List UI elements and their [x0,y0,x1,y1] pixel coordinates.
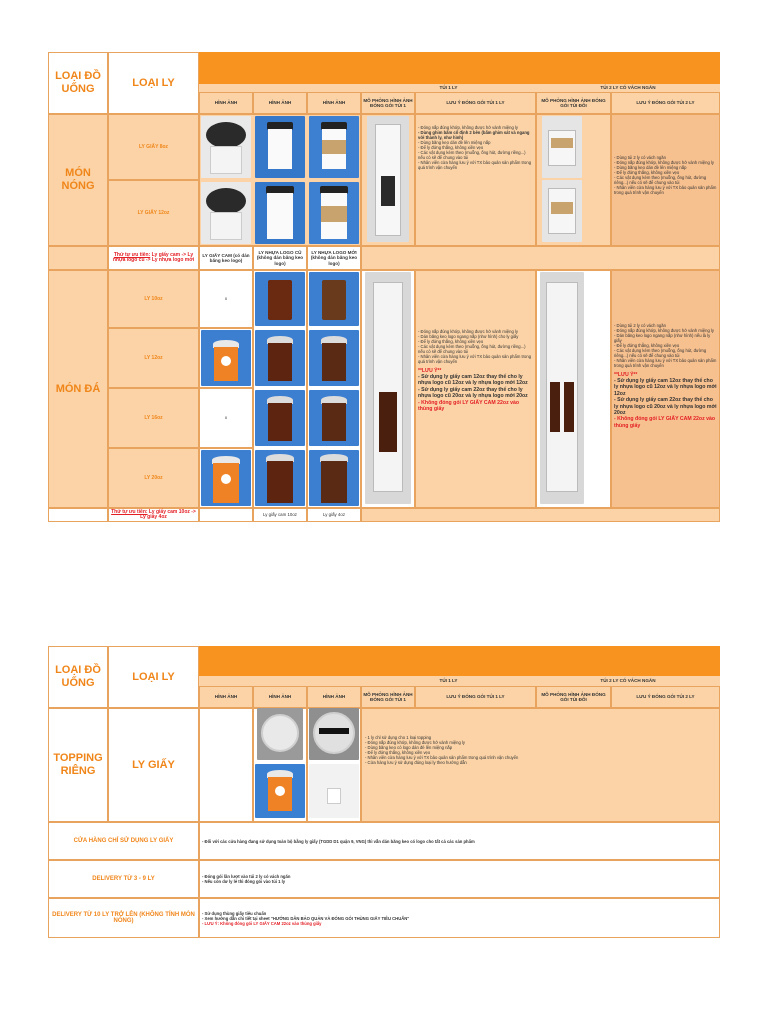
hot-cup-12oz-black-lid-photo [201,182,251,244]
topping-photo-1-cell [199,708,253,822]
ly-16oz-label: LY 16oz [108,388,199,448]
topping-note: - 1 ly chỉ sử dụng cho 1 loại topping - Đóng nắp đúng khớp, không được hở vành miệng ly - Dùng băng keo có logo dán đè lên miệng nắp - Để ly đứng thẳng, không xiên vẹo - Nhân viên cửa hàng lưu ý với TX bảo quản sản phẩm trong quá trình vận chuyển - Cửa hàng lưu ý sử dụng đúng loại ly theo hướng dẫn [361,708,720,822]
ly-giay-12oz-label: LY GIẤY 12oz [108,180,199,246]
x-16oz: x [199,388,253,448]
table-1 [48,52,720,522]
hot-cup-12oz-white-photo [255,182,305,244]
header2-mo-phong-2: MÔ PHỎNG HÌNH ẢNH ĐÓNG GÓI TÚI ĐÔI [536,686,611,708]
sub-ly-nhua-cu: LY NHỰA LOGO CŨ (không dán băng keo logo) [253,246,307,270]
cold-12oz-orange-cup-photo [201,330,251,386]
topping-small-cup-photo [309,764,359,818]
sub-ly-nhua-moi: LY NHỰA LOGO MỚI (không dán băng keo logo) [307,246,361,270]
topping-cup-top-photo [257,708,303,760]
header-hinh-anh-2: HÌNH ẢNH [253,92,307,114]
cold-10oz-new-photo [309,272,359,326]
header-loai-ly: LOẠI LY [108,52,199,114]
header2-blank [199,676,361,686]
cold-note-2: - Dùng túi 2 ly có vách ngăn - Đóng nắp đúng khớp, không được hở vành miệng ly - Dán băng keo logo ngang nắp (như hình) nếu là ly giấy - Để ly đứng thẳng, không xiên vẹo - Các vật dụng kèm theo (muỗng, ống hút, đường riêng...) nếu có sẽ để chung vào túi - Nhân viên cửa hàng lưu ý với TX bảo quản sản phẩm trong quá trình vận chuyển **LƯU Ý** - Sử dụng ly giấy cam 12oz thay thế cho ly nhựa logo cũ 12oz và ly nhựa logo mới 12oz - Sử dụng ly giấy cam 22oz thay thế cho ly nhựa logo cũ 20oz và ly nhựa logo mới 20oz - Không đóng gói LY GIẤY CAM 22oz vào thùng giấy [611,270,720,508]
topping-ly-giay-label: LY GIẤY [108,708,199,822]
row-c-label: DELIVERY TỪ 10 LY TRỞ LÊN (KHÔNG TÍNH MÓN NÓNG) [48,898,199,938]
cold-16oz-new-photo [309,390,359,446]
cold-10oz-old-photo [255,272,305,326]
header-mo-phong-1: MÔ PHỎNG HÌNH ẢNH ĐÓNG GÓI TÚI 1 [361,92,415,114]
table-2 [48,646,720,938]
header2-luu-y-1: LƯU Ý ĐÓNG GÓI TÚI 1 LY [415,686,536,708]
table2-header-band [199,646,720,676]
header2-hinh-anh-1: HÌNH ẢNH [199,686,253,708]
x-10oz: x [199,270,253,328]
row-c-text: - Sử dụng thùng giấy tiêu chuẩn - Xem hướng dẫn chi tiết tại sheet "HƯỚNG DẪN BẢO QUẢN VÀ ĐÓNG GÓI THÙNG GIẤY TIÊU CHUẨN" - LƯU Ý: Không đóng gói LY GIẤY CAM 22oz vào thùng giấy [199,898,720,938]
hot-cup-12oz-kraft-photo [309,182,359,244]
header-tui-2: TÚI 2 LY CÓ VÁCH NGĂN [536,84,720,92]
cold-20oz-orange-cup-photo [201,450,251,506]
header2-loai-do-uong: LOẠI ĐỒ UỐNG [48,646,108,708]
header2-hinh-anh-2: HÌNH ẢNH [253,686,307,708]
hot-pack1-bag-photo [367,116,409,242]
topping-cup-top-photo-2 [309,708,359,760]
row-mon-da: MÓN ĐÁ [48,270,108,508]
hot-pack2-bag-photo-top [542,116,582,178]
cold-pack1-bag-photo [365,272,411,504]
cold-12oz-new-photo [309,330,359,386]
cold-note-1: - Đóng nắp đúng khớp, không được hở vành miệng ly - Dán băng keo logo ngang nắp (như hình) cho ly giấy - Để ly đứng thẳng, không xiên vẹo - Các vật dụng kèm theo (muỗng, ống hút, đường riêng...) nếu có sẽ để chung vào túi - Nhân viên cửa hàng lưu ý với TX bảo quản sản phẩm trong quá trình vận chuyển **LƯU Ý** - Sử dụng ly giấy cam 12oz thay thế cho ly nhựa logo cũ 12oz và ly nhựa logo mới 12oz - Sử dụng ly giấy cam 22oz thay thế cho ly nhựa logo cũ 20oz và ly nhựa logo mới 20oz - Không đóng gói LY GIẤY CAM 22oz vào thùng giấy [415,270,536,508]
hot-cup-8oz-kraft-photo [309,116,359,178]
header-tui-1: TÚI 1 LY [361,84,536,92]
header-loai-do-uong: LOẠI ĐỒ UỐNG [48,52,108,114]
header2-tui-1: TÚI 1 LY [361,676,536,686]
table1-header-band [199,52,720,84]
row-b-label: DELIVERY TỪ 3 - 9 LY [48,860,199,898]
cold-20oz-new-photo [309,450,359,506]
row-topping-rieng: TOPPING RIÊNG [48,708,108,822]
cold-20oz-old-photo [255,450,305,506]
header-blank [199,84,361,92]
header2-loai-ly: LOẠI LY [108,646,199,708]
header2-mo-phong-1: MÔ PHỎNG HÌNH ẢNH ĐÓNG GÓI TÚI 1 [361,686,415,708]
row-a-label: CỬA HÀNG CHỈ SỬ DỤNG LY GIẤY [48,822,199,860]
header-hinh-anh-1: HÌNH ẢNH [199,92,253,114]
row-mon-nong: MÓN NÓNG [48,114,108,246]
foot-right [361,508,720,522]
row-b-text: - Đóng gói lần lượt vào túi 2 ly có vách ngăn - Nếu còn dư ly lẻ thì đóng gói vào túi 1 ly [199,860,720,898]
header2-hinh-anh-3: HÌNH ẢNH [307,686,361,708]
priority-a: Thứ tự ưu tiên: Ly giấy cam -> Ly nhựa logo cũ -> Ly nhựa logo mới [108,246,199,270]
foot-ly-giay-cam-10oz: Ly giấy cam 10oz [253,508,307,522]
hot-pack2-bag-photo-bottom [542,180,582,242]
ly-12oz-label: LY 12oz [108,328,199,388]
row-a-text: - Đối với các cửa hàng đang sử dụng toàn bộ bằng ly giấy (TGDD D1 quận 9, VNG) thì vẫn dán băng keo có logo cho tất cả các sản phẩm [199,822,720,860]
row-mon-da-top-blank [48,246,108,270]
priority-b: Thứ tự ưu tiên: Ly giấy cam 10oz -> Ly giấy 4oz [108,508,199,522]
cold-16oz-old-photo [255,390,305,446]
header-luu-y-1: LƯU Ý ĐÓNG GÓI TÚI 1 LY [415,92,536,114]
ly-10oz-label: LY 10oz [108,270,199,328]
hot-cup-8oz-white-photo [255,116,305,178]
header-luu-y-2: LƯU Ý ĐÓNG GÓI TÚI 2 LY [611,92,720,114]
foot-ly-giay-4oz: Ly giấy 4oz [307,508,361,522]
hot-note-2: - Dùng túi 2 ly có vách ngăn - Đóng nắp đúng khớp, không được hở vành miệng ly - Dùng băng keo dán đè lên miệng nắp - Để ly đứng thẳng, không xiên vẹo - Các vật dụng kèm theo (muỗng, ống hút, đường riêng...) nếu có sẽ để chung vào túi - Nhân viên cửa hàng lưu ý với TX bảo quản sản phẩm trong quá trình vận chuyển [611,114,720,246]
sub-ly-giay-cam: LY GIẤY CAM (có dán băng keo logo) [199,246,253,270]
header2-tui-2: TÚI 2 LY CÓ VÁCH NGĂN [536,676,720,686]
ly-20oz-label: LY 20oz [108,448,199,508]
ly-giay-8oz-label: LY GIẤY 8oz [108,114,199,180]
foot-blank-a [48,508,108,522]
hot-cup-8oz-black-lid-photo [201,116,251,178]
foot-blank-b [199,508,253,522]
header-hinh-anh-3: HÌNH ẢNH [307,92,361,114]
header2-luu-y-2: LƯU Ý ĐÓNG GÓI TÚI 2 LY [611,686,720,708]
priority-row-right [361,246,720,270]
cold-pack2-bag-photo [540,272,584,504]
topping-orange-cup-photo [255,764,305,818]
header-mo-phong-2: MÔ PHỎNG HÌNH ẢNH ĐÓNG GÓI TÚI ĐÔI [536,92,611,114]
hot-note-1: - Đóng nắp đúng khớp, không được hở vành miệng ly - Dùng ghim bấm cố định 2 bên (bấm ghim sát và ngang với thành ly, như hình) - Dùng băng keo dán đè lên miệng nắp - Để ly đứng thẳng, không xiên vẹo - Các vật dụng kèm theo (muỗng, ống hút, đường riêng...) nếu có sẽ để chung vào túi - Nhân viên cửa hàng lưu ý với TX bảo quản sản phẩm trong quá trình vận chuyển [415,114,536,246]
cold-12oz-old-photo [255,330,305,386]
